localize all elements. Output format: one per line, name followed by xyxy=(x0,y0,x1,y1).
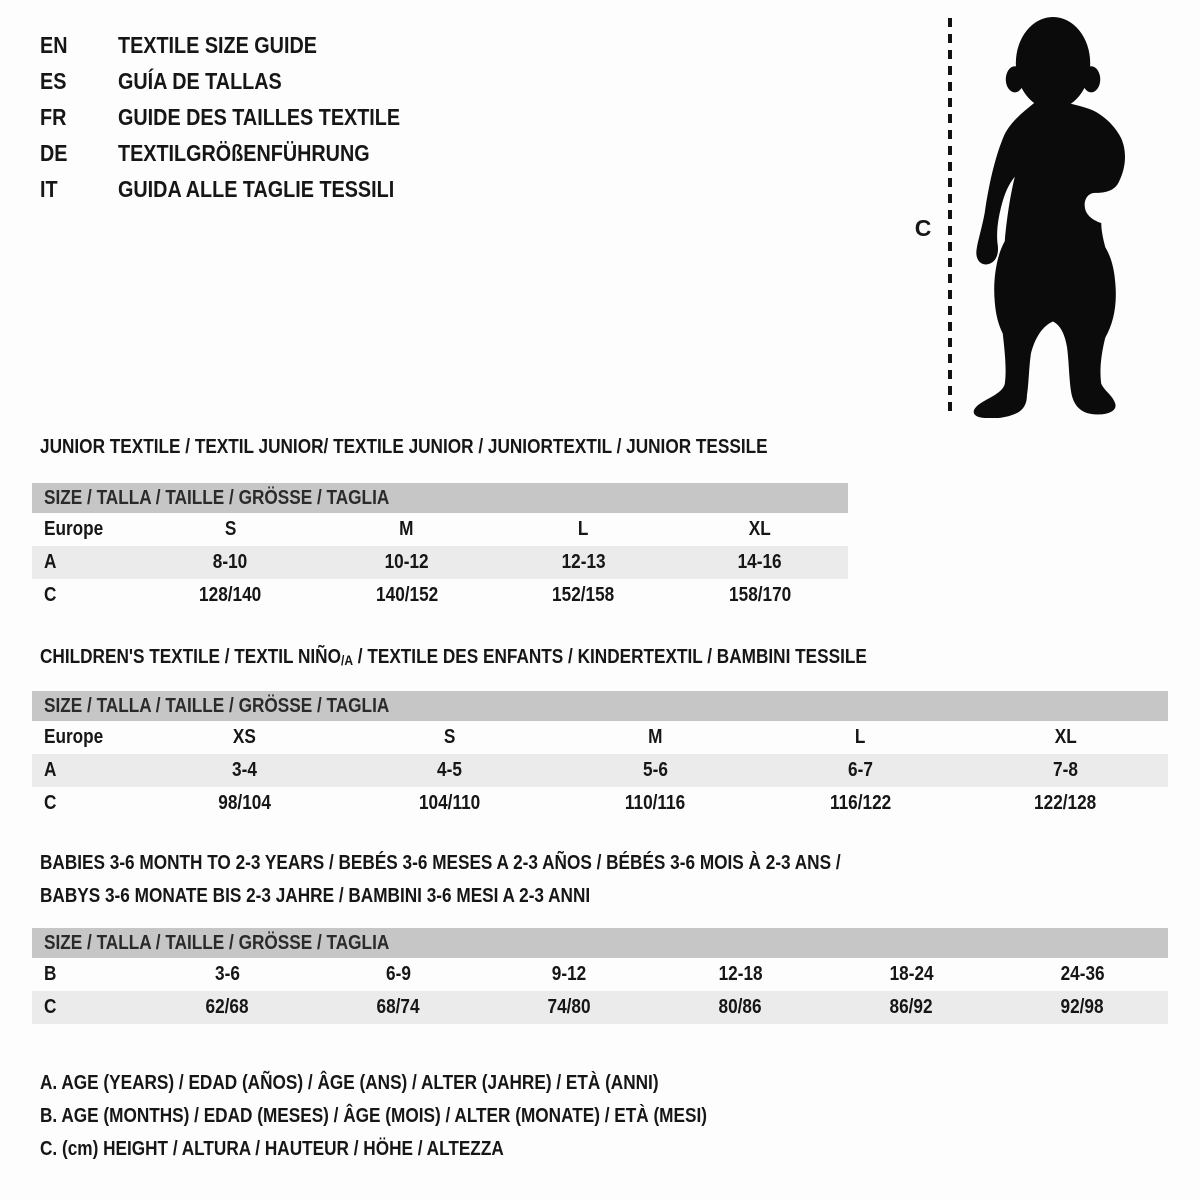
row-label: A xyxy=(44,551,57,573)
table-row xyxy=(32,513,848,546)
height-measure-label: C xyxy=(914,215,932,241)
cell: 7-8 xyxy=(1052,759,1078,781)
junior-size-table xyxy=(32,483,848,612)
children-size-table xyxy=(32,691,1168,820)
cell: S xyxy=(224,518,236,540)
cell: 104/110 xyxy=(419,792,481,814)
lang-code-es: ES xyxy=(40,67,67,94)
cell: XL xyxy=(748,518,771,540)
cell: 116/122 xyxy=(829,792,891,814)
lang-title-es: GUÍA DE TALLAS xyxy=(118,67,282,94)
cell: 68/74 xyxy=(376,996,421,1018)
cell: S xyxy=(444,726,456,748)
junior-size-header-bar: SIZE / TALLA / TAILLE / GRÖSSE / TAGLIA xyxy=(32,483,848,513)
cell: 128/140 xyxy=(199,584,262,606)
children-title-pre: CHILDREN'S TEXTILE / TEXTIL NIÑO xyxy=(40,646,341,668)
babies-size-header-bar: SIZE / TALLA / TAILLE / GRÖSSE / TAGLIA xyxy=(32,928,1168,958)
lang-title-it: GUIDA ALLE TAGLIE TESSILI xyxy=(118,175,395,202)
lang-code-en: EN xyxy=(40,31,68,58)
cell: 3-4 xyxy=(232,759,258,781)
cell: 74/80 xyxy=(547,996,592,1018)
lang-code-de: DE xyxy=(40,139,68,166)
cell: XS xyxy=(233,726,257,748)
cell: 140/152 xyxy=(375,584,438,606)
row-label: C xyxy=(44,996,57,1018)
children-size-header-bar: SIZE / TALLA / TAILLE / GRÖSSE / TAGLIA xyxy=(32,691,1168,721)
table-row xyxy=(32,958,1168,991)
table-row xyxy=(32,579,848,612)
cell: 110/116 xyxy=(624,792,686,814)
cell: 14-16 xyxy=(737,551,782,573)
cell: 24-36 xyxy=(1060,963,1105,985)
table-row xyxy=(32,991,1168,1024)
lang-row-it xyxy=(40,171,446,207)
cell: 12-18 xyxy=(718,963,763,985)
legend-line-a: A. AGE (YEARS) / EDAD (AÑOS) / ÂGE (ANS) / ALTER (JAHRE) / ETÀ (ANNI) xyxy=(40,1072,659,1094)
table-row xyxy=(32,721,1168,754)
cell: M xyxy=(647,726,663,748)
lang-code-fr: FR xyxy=(40,103,67,130)
cell: 4-5 xyxy=(437,759,463,781)
lang-code-it: IT xyxy=(40,175,58,202)
children-section-title xyxy=(40,646,1001,669)
row-label: Europe xyxy=(44,726,104,748)
cell: 8-10 xyxy=(213,551,248,573)
table-row xyxy=(32,754,1168,787)
height-measure-dashed-line xyxy=(948,18,952,416)
cell: 3-6 xyxy=(215,963,240,985)
cell: 10-12 xyxy=(384,551,429,573)
cell: 5-6 xyxy=(642,759,668,781)
lang-row-en xyxy=(40,27,446,63)
lang-title-fr: GUIDE DES TAILLES TEXTILE xyxy=(118,103,401,130)
row-label: A xyxy=(44,759,57,781)
cell: L xyxy=(854,726,866,748)
cell: XL xyxy=(1054,726,1077,748)
cell: 86/92 xyxy=(889,996,934,1018)
cell: L xyxy=(577,518,589,540)
table-row xyxy=(32,787,1168,820)
cell: 152/158 xyxy=(552,584,615,606)
cell: 6-9 xyxy=(386,963,411,985)
row-label: B xyxy=(44,963,57,985)
lang-row-es xyxy=(40,63,446,99)
legend-line-c: C. (cm) HEIGHT / ALTURA / HAUTEUR / HÖHE / ALTEZZA xyxy=(40,1138,504,1160)
cell: 92/98 xyxy=(1060,996,1105,1018)
cell: 12-13 xyxy=(561,551,606,573)
row-label: C xyxy=(44,584,57,606)
cell: 98/104 xyxy=(218,792,271,814)
cell: 158/170 xyxy=(728,584,791,606)
babies-section-title-line2: BABYS 3-6 MONATE BIS 2-3 JAHRE / BAMBINI 3-6 MESI A 2-3 ANNI xyxy=(40,885,591,907)
babies-section-title-line1: BABIES 3-6 MONTH TO 2-3 YEARS / BEBÉS 3-6 MESES A 2-3 AÑOS / BÉBÉS 3-6 MOIS À 2-3 ANS / xyxy=(40,852,841,874)
lang-title-en: TEXTILE SIZE GUIDE xyxy=(118,31,317,58)
legend-line-b: B. AGE (MONTHS) / EDAD (MESES) / ÂGE (MOIS) / ALTER (MONATE) / ETÀ (MESI) xyxy=(40,1105,707,1127)
cell: 18-24 xyxy=(889,963,934,985)
row-label: Europe xyxy=(44,518,104,540)
cell: 6-7 xyxy=(847,759,873,781)
language-title-block xyxy=(40,27,446,207)
cell: M xyxy=(399,518,414,540)
cell: 80/86 xyxy=(718,996,763,1018)
cell: 9-12 xyxy=(552,963,587,985)
lang-title-de: TEXTILGRÖßENFÜHRUNG xyxy=(118,139,370,166)
lang-row-de xyxy=(40,135,446,171)
row-label: C xyxy=(44,792,57,814)
children-title-sub: /A xyxy=(340,652,354,668)
babies-size-table xyxy=(32,928,1168,1024)
children-title-post: / TEXTILE DES ENFANTS / KINDERTEXTIL / BAMBINI TESSILE xyxy=(353,646,867,668)
cell: 122/128 xyxy=(1034,792,1097,814)
table-row xyxy=(32,546,848,579)
lang-row-fr xyxy=(40,99,446,135)
junior-section-title: JUNIOR TEXTILE / TEXTIL JUNIOR/ TEXTILE JUNIOR / JUNIORTEXTIL / JUNIOR TESSILE xyxy=(40,436,768,458)
toddler-silhouette-icon xyxy=(963,16,1137,418)
cell: 62/68 xyxy=(205,996,250,1018)
